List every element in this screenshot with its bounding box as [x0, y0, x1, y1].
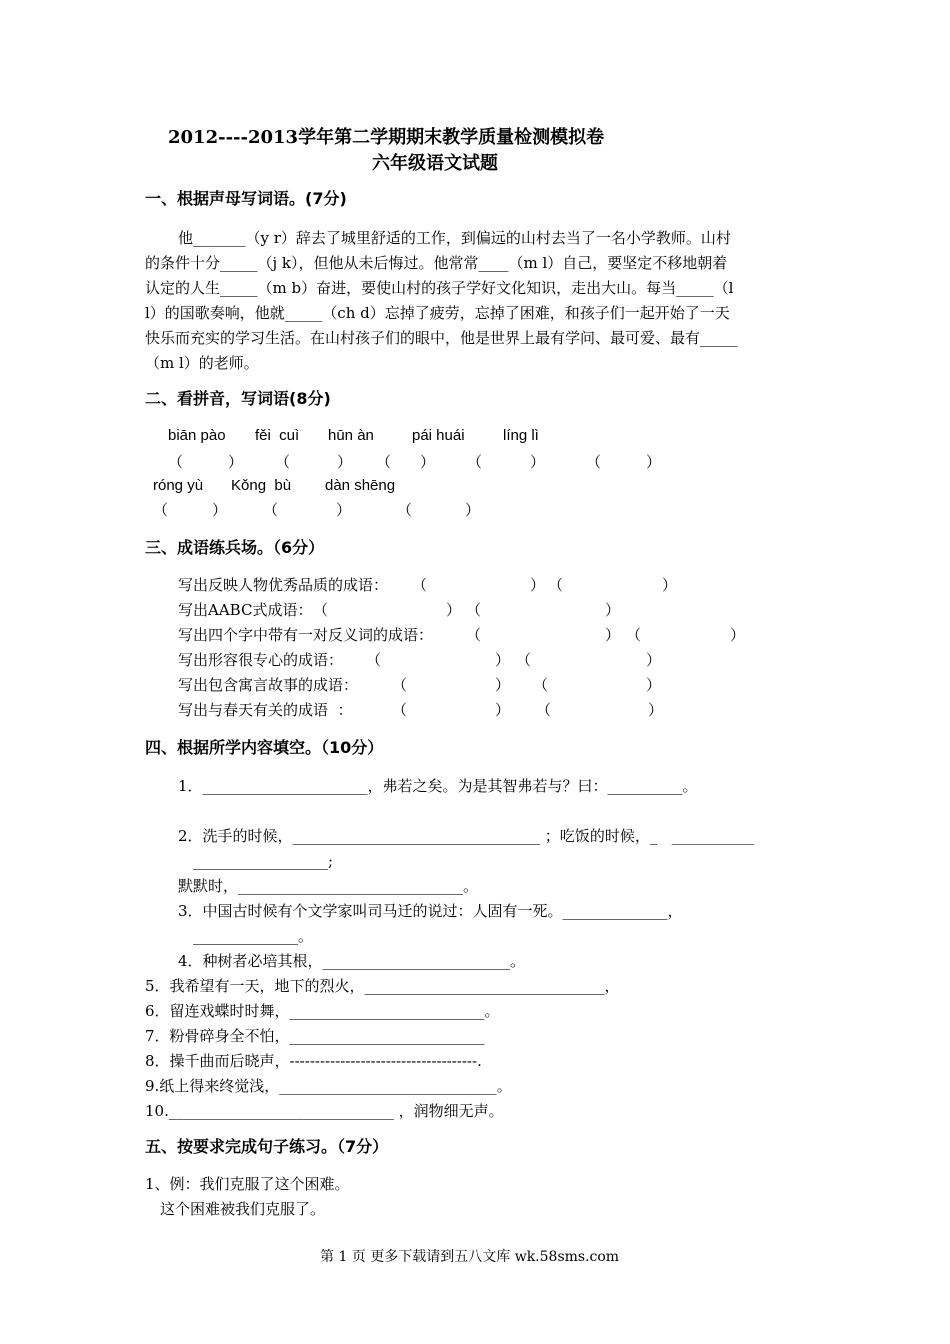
section-3-heading: 三、成语练兵场。（6分）	[145, 538, 325, 557]
pinyin-item: róng yù	[153, 477, 204, 494]
idiom-prompt: 写出形容很专心的成语：	[178, 651, 344, 669]
fill-blank-line: 2．洗手的时候，_________________________________ ；吃饭的时候，_ ___________	[178, 827, 755, 845]
section-1-heading: 一、根据声母写词语。(7分)	[145, 189, 347, 208]
answer-paren-open: （	[313, 601, 329, 619]
pinyin-item: dàn shēng	[325, 477, 396, 494]
section-1-line: 快乐而充实的学习生活。在山村孩子们的眼中，他是世界上最有学问、最可爱、最有_____	[145, 329, 738, 347]
answer-paren-open: （	[467, 453, 483, 471]
fill-blank-line: 3．中国古时候有个文学家叫司马迁的说过：人固有一死。______________，	[178, 902, 683, 920]
fill-blank-line: 9.纸上得来终觉浅，_____________________________。	[145, 1077, 512, 1095]
idiom-prompt: 写出与春天有关的成语 ：	[178, 701, 353, 719]
answer-paren-open: （	[397, 501, 413, 519]
fill-blank-line: 10.______________________________ ，润物细无声。	[145, 1102, 504, 1120]
answer-paren-close: ）	[662, 576, 678, 594]
pinyin-item: hūn àn	[328, 427, 374, 444]
answer-paren-close: ）	[465, 501, 481, 519]
answer-paren-close: ）	[530, 453, 546, 471]
answer-paren-close: ）	[730, 626, 746, 644]
exam-subtitle: 六年级语文试题	[372, 153, 498, 174]
section-1-line: （m l）的老师。	[145, 354, 259, 372]
answer-paren-open: （	[533, 676, 549, 694]
answer-paren-open: （	[466, 626, 482, 644]
answer-paren-close: ）	[420, 453, 436, 471]
fill-blank-line: __________________;	[193, 852, 334, 870]
answer-paren-open: （	[466, 601, 482, 619]
answer-paren-open: （	[153, 501, 169, 519]
idiom-prompt: 写出包含寓言故事的成语：	[178, 676, 359, 694]
section-1-line: l）的国歌奏响，他就_____（ch d）忘掉了疲劳，忘掉了困难，和孩子们一起开始了一天	[145, 304, 730, 322]
pinyin-item: pái huái	[412, 427, 465, 444]
idiom-prompt: 写出AABC式成语：	[178, 601, 313, 619]
pinyin-item: fěi cuì	[255, 427, 300, 444]
answer-paren-open: （	[548, 576, 564, 594]
section-5-heading: 五、按要求完成句子练习。（7分）	[145, 1137, 389, 1156]
answer-paren-open: （	[392, 701, 408, 719]
answer-paren-close: ）	[646, 453, 662, 471]
answer-paren-open: （	[586, 453, 602, 471]
answer-paren-open: （	[168, 453, 184, 471]
answer-paren-close: ）	[495, 651, 511, 669]
answer-paren-close: ）	[495, 676, 511, 694]
section-4-heading: 四、根据所学内容填空。（10分）	[145, 738, 384, 757]
answer-paren-close: ）	[212, 501, 228, 519]
exam-title: 2012----2013学年第二学期期末教学质量检测模拟卷	[168, 127, 605, 148]
answer-paren-close: ）	[446, 601, 462, 619]
answer-paren-close: ）	[530, 576, 546, 594]
answer-paren-open: （	[263, 501, 279, 519]
section-1-line: 认定的人生_____（m b）奋进，要使山村的孩子学好文化知识，走出大山。每当_____（l	[145, 279, 734, 297]
section-1-line: 他_______（y r）辞去了城里舒适的工作，到偏远的山村去当了一名小学教师。山村	[178, 229, 731, 247]
pinyin-item: biān pào	[168, 427, 226, 444]
section-1-line: 的条件十分_____（j k），但他从未后悔过。他常常____（m l）自己，要坚定不移地朝着	[145, 254, 728, 272]
answer-paren-close: ）	[228, 453, 244, 471]
page-footer: 第 1 页 更多下载请到五八文库 wk.58sms.com	[320, 1249, 620, 1265]
fill-blank-line: ______________。	[193, 927, 314, 945]
answer-paren-open: （	[376, 453, 392, 471]
fill-blank-line: 4．种树者必培其根，_________________________。	[178, 952, 526, 970]
exercise-line: 这个困难被我们克服了。	[160, 1200, 326, 1218]
pinyin-item: Kǒng bù	[231, 477, 292, 494]
answer-paren-close: ）	[605, 601, 621, 619]
answer-paren-close: ）	[646, 651, 662, 669]
fill-blank-line: 7．粉骨碎身全不怕，__________________________	[145, 1027, 485, 1045]
answer-paren-open: （	[366, 651, 382, 669]
fill-blank-line: 5．我希望有一天，地下的烈火，________________________________，	[145, 977, 620, 995]
fill-blank-line: 1．______________________，弗若之矣。为是其智弗若与？曰：__________。	[178, 777, 698, 795]
fill-blank-line: 6．留连戏蝶时时舞，__________________________。	[145, 1002, 500, 1020]
answer-paren-open: （	[626, 626, 642, 644]
answer-paren-open: （	[536, 701, 552, 719]
section-2-heading: 二、看拼音，写词语(8分)	[145, 389, 331, 408]
idiom-prompt: 写出反映人物优秀品质的成语：	[178, 576, 389, 594]
answer-paren-open: （	[412, 576, 428, 594]
exercise-line: 1、例：我们克服了这个困难。	[145, 1175, 350, 1193]
pinyin-item: líng lì	[503, 427, 539, 444]
answer-paren-close: ）	[605, 626, 621, 644]
answer-paren-open: （	[275, 453, 291, 471]
fill-blank-line: 默默时，______________________________。	[178, 877, 479, 895]
answer-paren-open: （	[516, 651, 532, 669]
answer-paren-close: ）	[495, 701, 511, 719]
fill-blank-line: 8．操千曲而后晓声，-------------------------------------.	[145, 1052, 482, 1070]
answer-paren-open: （	[392, 676, 408, 694]
answer-paren-close: ）	[336, 501, 352, 519]
answer-paren-close: ）	[646, 676, 662, 694]
answer-paren-close: ）	[648, 701, 664, 719]
answer-paren-close: ）	[337, 453, 353, 471]
idiom-prompt: 写出四个字中带有一对反义词的成语：	[178, 626, 434, 644]
